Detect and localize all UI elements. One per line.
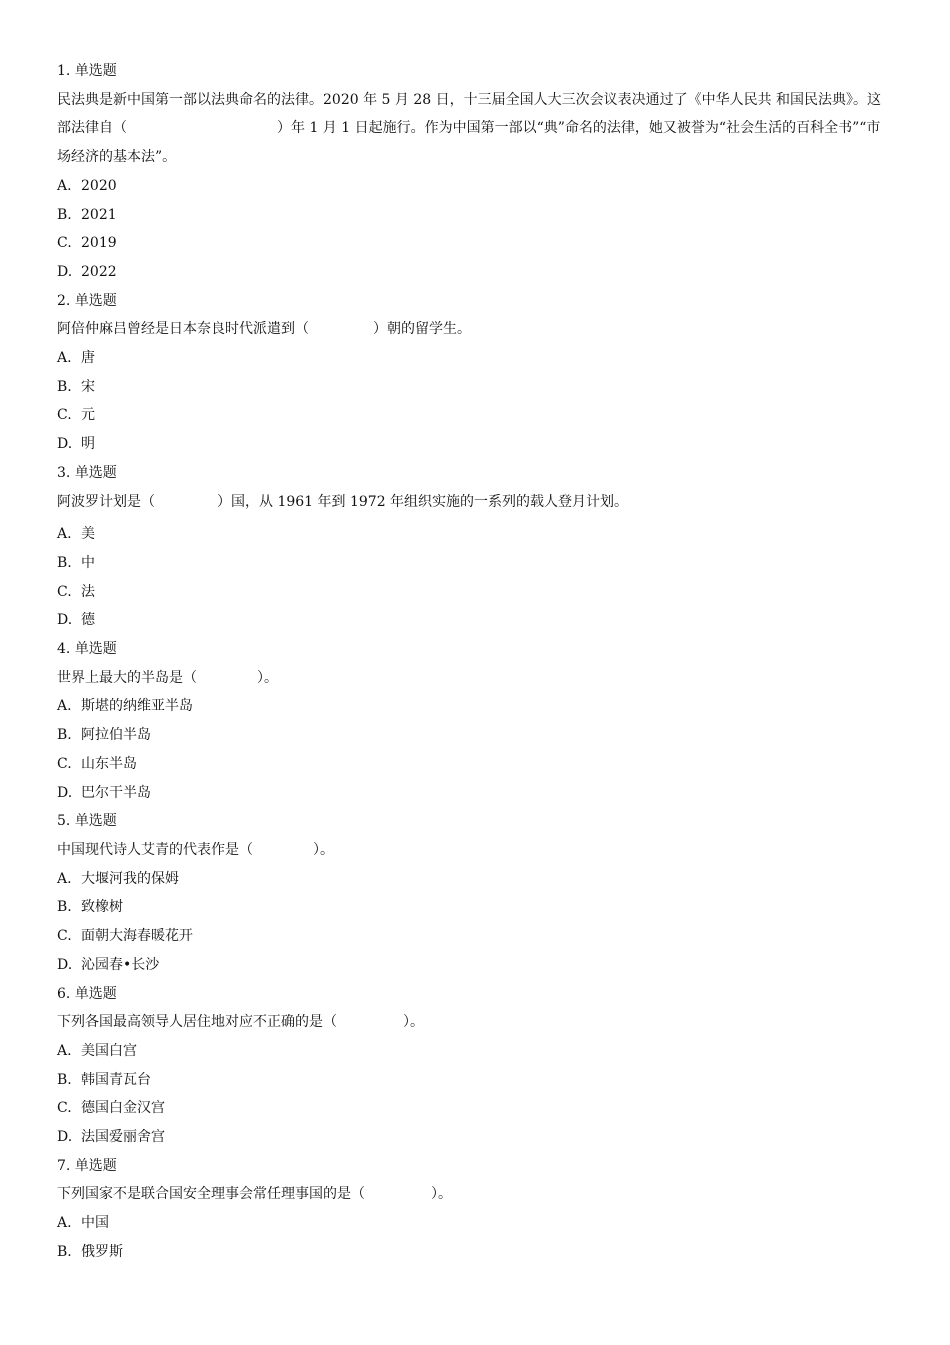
option-letter: D.	[57, 1129, 73, 1146]
option-letter: D.	[57, 263, 73, 280]
option-letter: B.	[57, 1243, 72, 1260]
stem-before-blank: 民法典是新中国第一部以法典命名的法律。2020 年 5 月 28 日，十三届全国人大三次会议表决通过了《中华人民共 和国民法典》。这部法律自（	[57, 91, 882, 137]
stem-before-blank: 阿倍仲麻吕曾经是日本奈良时代派遣到（	[57, 321, 309, 338]
stem-before-blank: 下列各国最高领导人居住地对应不正确的是（	[57, 1014, 337, 1031]
option-d	[57, 606, 893, 635]
question-header	[57, 57, 893, 86]
option-text: 斯堪的纳维亚半岛	[81, 698, 193, 715]
stem-after-blank: ）。	[403, 1014, 424, 1031]
stem-after-blank: ）。	[257, 669, 278, 686]
option-text: 宋	[81, 378, 95, 395]
option-letter: D.	[57, 956, 73, 973]
option-d	[57, 1123, 893, 1152]
option-letter: A.	[57, 177, 72, 194]
option-letter: C.	[57, 928, 72, 945]
option-letter: C.	[57, 583, 72, 600]
stem-after-blank: ）年 1 月 1 日起施行。作为中国第一部以“典”命名的法律，她又被誉为“社会生活的百科全书”“市场经济的基本法”。	[57, 120, 881, 166]
option-b	[57, 1066, 893, 1095]
option-text: 德国白金汉宫	[81, 1100, 165, 1117]
question-header	[57, 807, 893, 836]
option-text: 法	[81, 583, 95, 600]
question-type: 单选题	[74, 464, 117, 481]
option-letter: C.	[57, 1100, 72, 1117]
question-stem	[57, 488, 893, 521]
option-text: 德	[81, 612, 95, 629]
stem-after-blank: ）。	[431, 1186, 452, 1203]
option-text: 阿拉伯半岛	[81, 727, 151, 744]
option-letter: D.	[57, 612, 73, 629]
option-a	[57, 344, 893, 373]
option-a	[57, 865, 893, 894]
question-stem	[57, 1180, 893, 1209]
option-letter: C.	[57, 235, 72, 252]
question-number: 1.	[57, 63, 71, 79]
option-c	[57, 578, 893, 607]
question-1	[57, 57, 893, 287]
option-letter: A.	[57, 870, 72, 887]
option-text: 中	[81, 554, 95, 571]
option-a	[57, 692, 893, 721]
option-letter: D.	[57, 784, 73, 801]
option-text: 2021	[81, 206, 117, 223]
option-letter: B.	[57, 206, 72, 223]
question-header	[57, 287, 893, 316]
question-type: 单选题	[74, 292, 117, 309]
question-stem	[57, 315, 893, 344]
question-number: 6.	[57, 985, 71, 1002]
option-text: 致橡树	[81, 899, 123, 916]
option-c	[57, 922, 893, 951]
option-b	[57, 373, 893, 402]
option-letter: D.	[57, 436, 73, 453]
option-text: 唐	[81, 350, 95, 367]
question-stem	[57, 1008, 893, 1037]
question-stem	[57, 664, 893, 693]
option-b	[57, 1238, 893, 1267]
question-header	[57, 459, 893, 488]
option-letter: A.	[57, 1215, 72, 1232]
question-number: 5.	[57, 813, 71, 830]
question-header	[57, 635, 893, 664]
question-header	[57, 1152, 893, 1181]
option-text: 中国	[81, 1215, 109, 1232]
option-letter: B.	[57, 1071, 72, 1088]
option-text: 2019	[81, 235, 117, 252]
question-number: 3.	[57, 464, 71, 481]
option-c	[57, 750, 893, 779]
document-page	[57, 57, 893, 1267]
question-2	[57, 287, 893, 459]
option-d	[57, 779, 893, 808]
option-b	[57, 201, 893, 230]
option-letter: C.	[57, 755, 72, 772]
question-7	[57, 1152, 893, 1267]
question-stem	[57, 86, 893, 172]
option-letter: A.	[57, 698, 72, 715]
option-letter: A.	[57, 350, 72, 367]
question-3	[57, 459, 893, 635]
question-number: 2.	[57, 292, 71, 309]
option-text: 法国爱丽舍宫	[81, 1129, 165, 1146]
option-b	[57, 549, 893, 578]
option-d	[57, 430, 893, 459]
option-d	[57, 951, 893, 980]
option-text: 俄罗斯	[81, 1243, 123, 1260]
stem-after-blank: ）朝的留学生。	[373, 321, 471, 338]
option-text: 山东半岛	[81, 755, 137, 772]
option-b	[57, 721, 893, 750]
question-type: 单选题	[74, 63, 117, 79]
option-b	[57, 893, 893, 922]
stem-after-blank: ）国，从 1961 年到 1972 年组织实施的一系列的载人登月计划。	[217, 493, 629, 510]
stem-before-blank: 中国现代诗人艾青的代表作是（	[57, 841, 253, 858]
option-a	[57, 1037, 893, 1066]
option-text: 美国白宫	[81, 1042, 137, 1059]
option-letter: B.	[57, 727, 72, 744]
option-text: 面朝大海春暖花开	[81, 928, 193, 945]
option-text: 沁园春•长沙	[81, 956, 160, 973]
stem-after-blank: ）。	[313, 841, 334, 858]
question-header	[57, 980, 893, 1009]
option-text: 美	[81, 526, 95, 543]
option-c	[57, 401, 893, 430]
question-type: 单选题	[74, 641, 117, 658]
option-letter: B.	[57, 899, 72, 916]
option-a	[57, 520, 893, 549]
question-type: 单选题	[74, 1157, 117, 1174]
option-c	[57, 229, 893, 258]
option-letter: B.	[57, 554, 72, 571]
question-number: 4.	[57, 641, 71, 658]
option-text: 2020	[81, 177, 117, 194]
question-stem	[57, 836, 893, 865]
option-text: 韩国青瓦台	[81, 1071, 151, 1088]
option-text: 元	[81, 407, 95, 424]
stem-before-blank: 世界上最大的半岛是（	[57, 669, 197, 686]
option-letter: B.	[57, 378, 72, 395]
option-letter: A.	[57, 526, 72, 543]
stem-before-blank: 阿波罗计划是（	[57, 493, 155, 510]
option-text: 明	[81, 436, 95, 453]
question-type: 单选题	[74, 985, 117, 1002]
question-type: 单选题	[74, 813, 117, 830]
option-a	[57, 1209, 893, 1238]
option-text: 巴尔干半岛	[81, 784, 151, 801]
option-a	[57, 172, 893, 201]
option-letter: A.	[57, 1042, 72, 1059]
question-6	[57, 980, 893, 1152]
question-4	[57, 635, 893, 807]
question-number: 7.	[57, 1157, 71, 1174]
option-d	[57, 258, 893, 287]
question-5	[57, 807, 893, 979]
option-letter: C.	[57, 407, 72, 424]
stem-before-blank: 下列国家不是联合国安全理事会常任理事国的是（	[57, 1186, 365, 1203]
option-text: 2022	[81, 263, 117, 280]
option-c	[57, 1094, 893, 1123]
option-text: 大堰河我的保姆	[81, 870, 179, 887]
